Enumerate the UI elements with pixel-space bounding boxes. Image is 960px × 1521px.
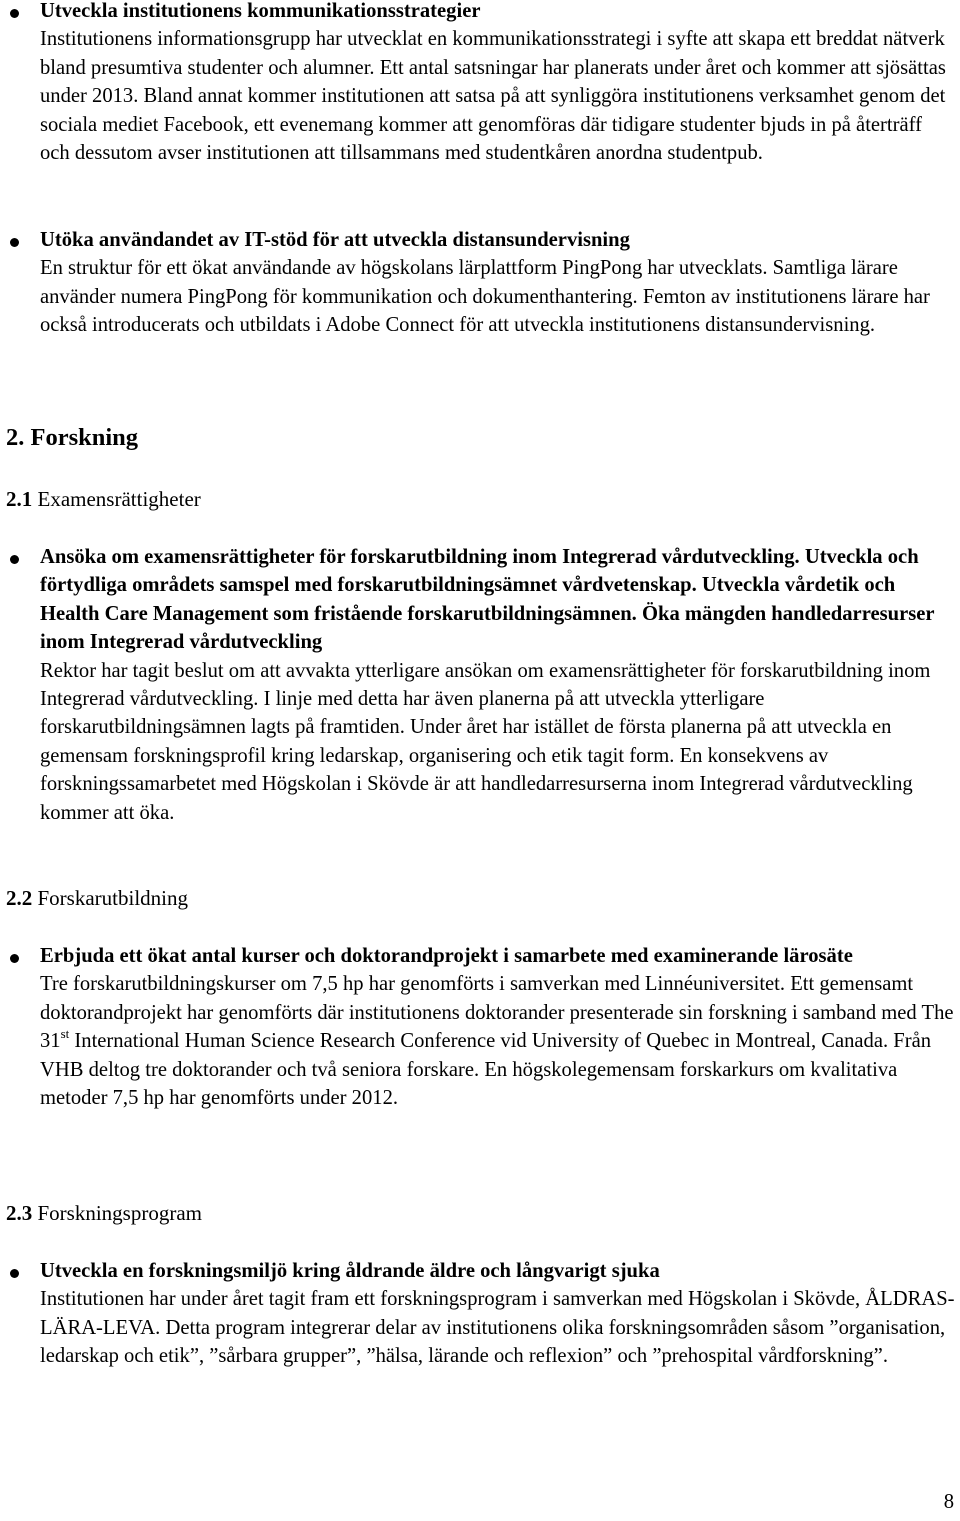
bullet-item-forskarutbildning <box>40 942 956 1112</box>
bullet-marker <box>10 954 19 963</box>
bullet-body: Institutionen har under året tagit fram ett forskningsprogram i samverkan med Högskolan i Skövde, ÅLDRAS-LÄRA-LEVA. Detta program integrerar delar av institutionens olika forskningsområden såsom ”organisation, ledarskap och etik”, ”sårbara grupper”, ”hälsa, lärande och reflexion” och ”prehospital vårdforskning”. <box>40 1288 955 1368</box>
subsection-title: Forskarutbildning <box>37 886 188 910</box>
bullet-marker <box>10 9 19 18</box>
subsection-heading <box>6 884 188 912</box>
bullet-item-forskningsprogram <box>40 1257 956 1371</box>
bullet-item-it-stod <box>40 226 956 340</box>
subsection-heading <box>6 485 201 513</box>
body-text: Tre forskarutbildningskurser om 7,5 hp har genomförts i samverkan med Linnéuniversitet. Ett gemensamt doktorandprojekt har genomförts där institutionens doktorander presenterade sin forskning i samband med The 31 <box>40 973 954 1053</box>
bullet-body <box>40 970 956 1112</box>
bullet-item-kommunikation <box>40 0 956 167</box>
chapter-number: 2. <box>6 424 25 451</box>
subsection-heading <box>6 1199 202 1227</box>
page-number: 8 <box>943 1491 954 1513</box>
subsection-number: 2.2 <box>6 886 33 910</box>
bullet-heading: Utveckla en forskningsmiljö kring åldrande äldre och långvarigt sjuka <box>40 1260 660 1282</box>
subsection-title: Examensrättigheter <box>37 487 201 511</box>
bullet-marker <box>10 1269 19 1278</box>
subsection-number: 2.1 <box>6 487 33 511</box>
bullet-body: Institutionens informationsgrupp har utvecklat en kommunikationsstrategi i syfte att skapa ett breddat nätverk bland presumtiva studenter och alumner. Ett antal satsningar har planerats under året och kommer att sjösättas under 2013. Bland annat kommer institutionen att satsa på att synliggöra institutionens verksamhet genom det sociala mediet Facebook, ett evenemang kommer att genomföras där tidigare studenter bjuds in på återträff och dessutom avser institutionen att tillsammans med studentkåren anordna studentpub. <box>40 28 946 165</box>
bullet-marker <box>10 555 19 564</box>
bullet-heading: Erbjuda ett ökat antal kurser och doktorandprojekt i samarbete med examinerande lärosäte <box>40 945 853 967</box>
subsection-title: Forskningsprogram <box>37 1201 202 1225</box>
bullet-item-examensratt <box>40 543 956 827</box>
chapter-title: Forskning <box>30 424 139 451</box>
bullet-body: En struktur för ett ökat användande av högskolans lärplattform PingPong har utvecklats. Samtliga lärare använder numera PingPong för kommunikation och dokumenthantering. Femton av institutionens lärare har också introducerats och utbildats i Adobe Connect för att utveckla institutionens distansundervisning. <box>40 257 930 337</box>
superscript: st <box>60 1026 70 1042</box>
bullet-heading: Utveckla institutionens kommunikationsstrategier <box>40 0 481 22</box>
bullet-body: Rektor har tagit beslut om att avvakta ytterligare ansökan om examensrättigheter för forskarutbildning inom Integrerad vårdutveckling. I linje med detta har även planerna på att utveckla ytterligare forskarutbildningsämnen lagts på framtiden. Under året har istället de första planerna på att utveckla en gemensam forskningsprofil kring ledarskap, organisering och etik tagit form. En konsekvens av forskningssamarbetet med Högskolan i Skövde är att handledarresurserna inom Integrerad vårdutveckling kommer att öka. <box>40 659 931 824</box>
subsection-number: 2.3 <box>6 1201 33 1225</box>
body-text: International Human Science Research Conference vid University of Quebec in Montreal, Canada. Från VHB deltog tre doktorander och två seniora forskare. En högskolegemensam forskarkurs om kvalitativa metoder 7,5 hp har genomförts under 2012. <box>40 1030 932 1110</box>
bullet-marker <box>10 238 19 247</box>
bullet-heading: Ansöka om examensrättigheter för forskarutbildning inom Integrerad vårdutveckling. Utveckla och förtydliga områdets samspel med forskarutbildningsämnet vårdvetenskap. Utveckla vårdetik och Health Care Management som fristående forskarutbildningsämnen. Öka mängden handledarresurser inom Integrerad vårdutveckling <box>40 546 935 654</box>
chapter-heading <box>6 424 138 452</box>
bullet-heading: Utöka användandet av IT-stöd för att utveckla distansundervisning <box>40 229 630 251</box>
